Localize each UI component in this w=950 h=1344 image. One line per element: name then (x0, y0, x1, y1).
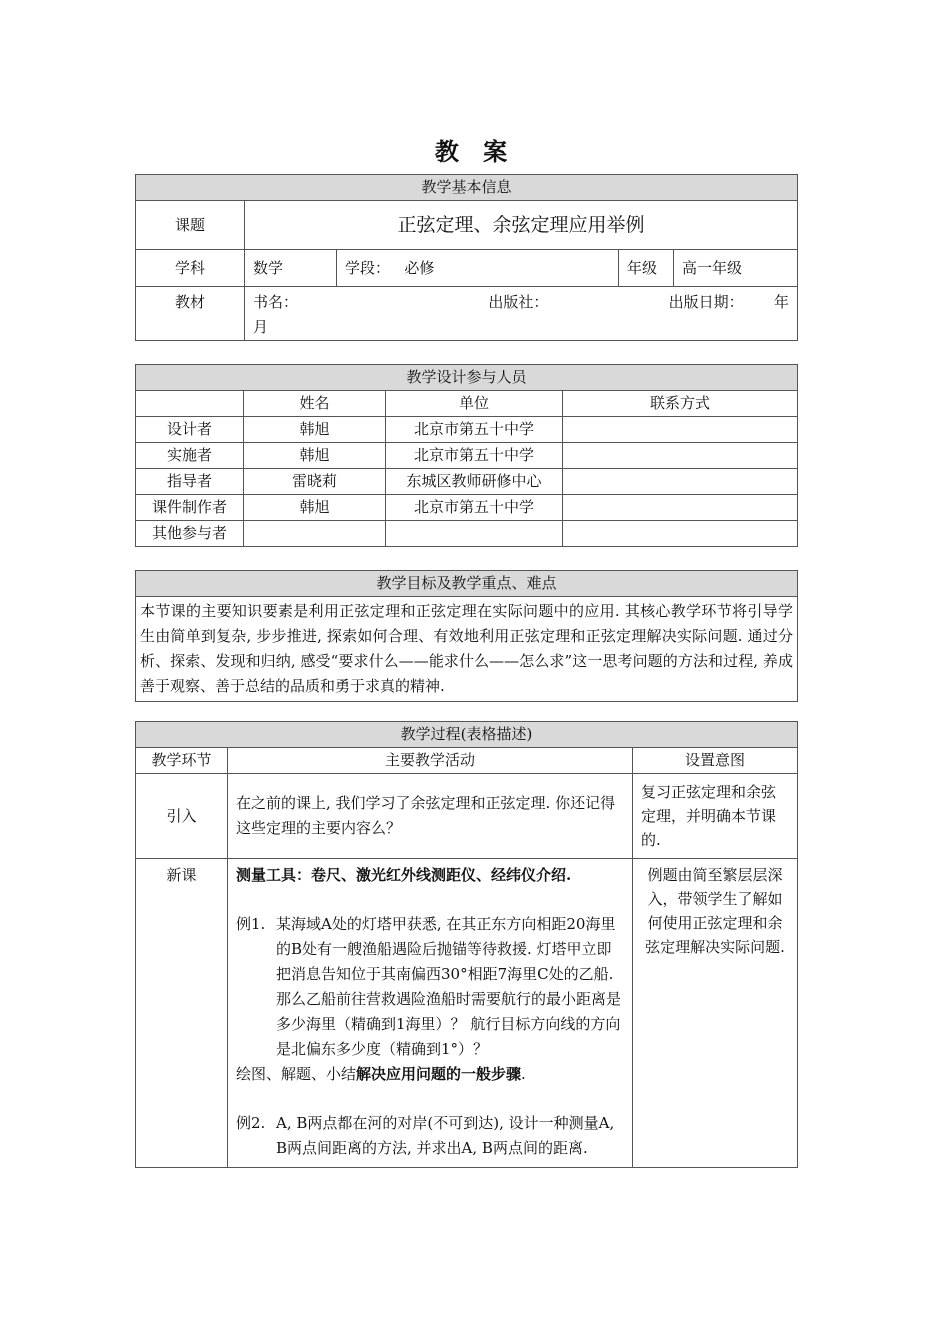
col-stage: 教学环节 (136, 748, 228, 774)
role-cell: 其他参与者 (136, 521, 244, 547)
name-cell: 韩旭 (244, 443, 386, 469)
goals-text: 本节课的主要知识要素是利用正弦定理和正弦定理在实际问题中的应用. 其核心教学环节将引导学生由简单到复杂, 步步推进, 探索如何合理、有效地利用正弦定理和正弦定理解决实际问题. 通过分析、探索、发现和归纳, 感受“要求什么——能求什么——怎么求”这一思考问题的方法和过程, 养成善于观察、善于总结的品质和勇于求真的精神. (136, 597, 798, 702)
example-1-text: 某海域A处的灯塔甲获悉, 在其正东方向相距20海里的B处有一艘渔船遇险后抛锚等待救援. 灯塔甲立即把消息告知位于其南偏西30°相距7海里C处的乙船. 那么乙船前往营救遇险渔船时需要航行的最小距离是多少海里（精确到1海里）？ 航行目标方向线的方向是北偏东多少度（精确到1°）？ (276, 915, 622, 1058)
people-col-unit: 单位 (386, 391, 563, 417)
contact-cell (563, 469, 798, 495)
role-cell: 实施者 (136, 443, 244, 469)
example-1-number: 例1. (236, 915, 266, 933)
grade-value: 高一年级 (674, 250, 798, 287)
table-row (136, 774, 798, 859)
summary-suffix: . (521, 1065, 526, 1083)
basic-info-table (135, 174, 798, 341)
example-2-text: A, B两点都在河的对岸(不可到达), 设计一种测量A, B两点间距离的方法, 并求出A, B两点间的距离. (276, 1114, 615, 1157)
month-label: 月 (253, 318, 269, 336)
publisher-label: 出版社： (488, 293, 549, 311)
example-1 (236, 912, 624, 1062)
name-cell: 韩旭 (244, 495, 386, 521)
intro-purpose: 复习正弦定理和余弦定理，并明确本节课的. (633, 774, 798, 859)
textbook-cell (245, 287, 798, 341)
col-purpose: 设置意图 (633, 748, 798, 774)
table-row (136, 469, 798, 495)
table-row (136, 521, 798, 547)
name-cell: 雷晓莉 (244, 469, 386, 495)
goals-header: 教学目标及教学重点、难点 (136, 571, 798, 597)
textbook-label: 教材 (136, 287, 245, 341)
intro-stage: 引入 (136, 774, 228, 859)
example-2-number: 例2. (236, 1114, 266, 1132)
people-col-role (136, 391, 244, 417)
summary-bold: 解决应用问题的一般步骤 (356, 1065, 522, 1083)
grade-label: 年级 (619, 250, 674, 287)
role-cell: 课件制作者 (136, 495, 244, 521)
table-row (136, 859, 798, 1168)
new-activity (228, 859, 633, 1168)
people-col-contact: 联系方式 (563, 391, 798, 417)
new-purpose: 例题由简至繁层层深入，带领学生了解如何使用正弦定理和余弦定理解决实际问题. (633, 859, 798, 1168)
subject-value: 数学 (245, 250, 337, 287)
stage-value: 必修 (404, 258, 435, 277)
table-row (136, 495, 798, 521)
unit-cell: 北京市第五十中学 (386, 495, 563, 521)
process-header: 教学过程(表格描述) (136, 722, 798, 748)
example-2 (236, 1111, 624, 1161)
table-row (136, 417, 798, 443)
stage-label: 学段： (345, 258, 391, 277)
stage-cell (337, 250, 619, 287)
role-cell: 指导者 (136, 469, 244, 495)
book-name-label: 书名： (253, 293, 299, 311)
year-label: 年 (773, 293, 789, 311)
unit-cell: 东城区教师研修中心 (386, 469, 563, 495)
col-activity: 主要教学活动 (228, 748, 633, 774)
topic-value: 正弦定理、余弦定理应用举例 (245, 201, 798, 250)
process-table (135, 721, 798, 1168)
goals-table (135, 570, 798, 702)
contact-cell (563, 521, 798, 547)
name-cell: 韩旭 (244, 417, 386, 443)
contact-cell (563, 443, 798, 469)
contact-cell (563, 417, 798, 443)
people-header: 教学设计参与人员 (136, 365, 798, 391)
unit-cell (386, 521, 563, 547)
people-table (135, 364, 798, 547)
tools-intro: 测量工具：卷尺、激光红外线测距仪、经纬仪介绍. (236, 866, 572, 884)
contact-cell (563, 495, 798, 521)
intro-activity: 在之前的课上, 我们学习了余弦定理和正弦定理. 你还记得这些定理的主要内容么？ (228, 774, 633, 859)
pub-date-label: 出版日期： (668, 293, 744, 311)
document-title: 教 案 (434, 137, 516, 166)
subject-label: 学科 (136, 250, 245, 287)
unit-cell: 北京市第五十中学 (386, 417, 563, 443)
people-col-name: 姓名 (244, 391, 386, 417)
name-cell (244, 521, 386, 547)
unit-cell: 北京市第五十中学 (386, 443, 563, 469)
topic-label: 课题 (136, 201, 245, 250)
table-row (136, 443, 798, 469)
new-stage: 新课 (136, 859, 228, 1168)
summary-line (236, 1062, 624, 1087)
summary-prefix: 绘图、解题、小结 (236, 1065, 357, 1083)
role-cell: 设计者 (136, 417, 244, 443)
basic-info-header: 教学基本信息 (136, 175, 798, 201)
